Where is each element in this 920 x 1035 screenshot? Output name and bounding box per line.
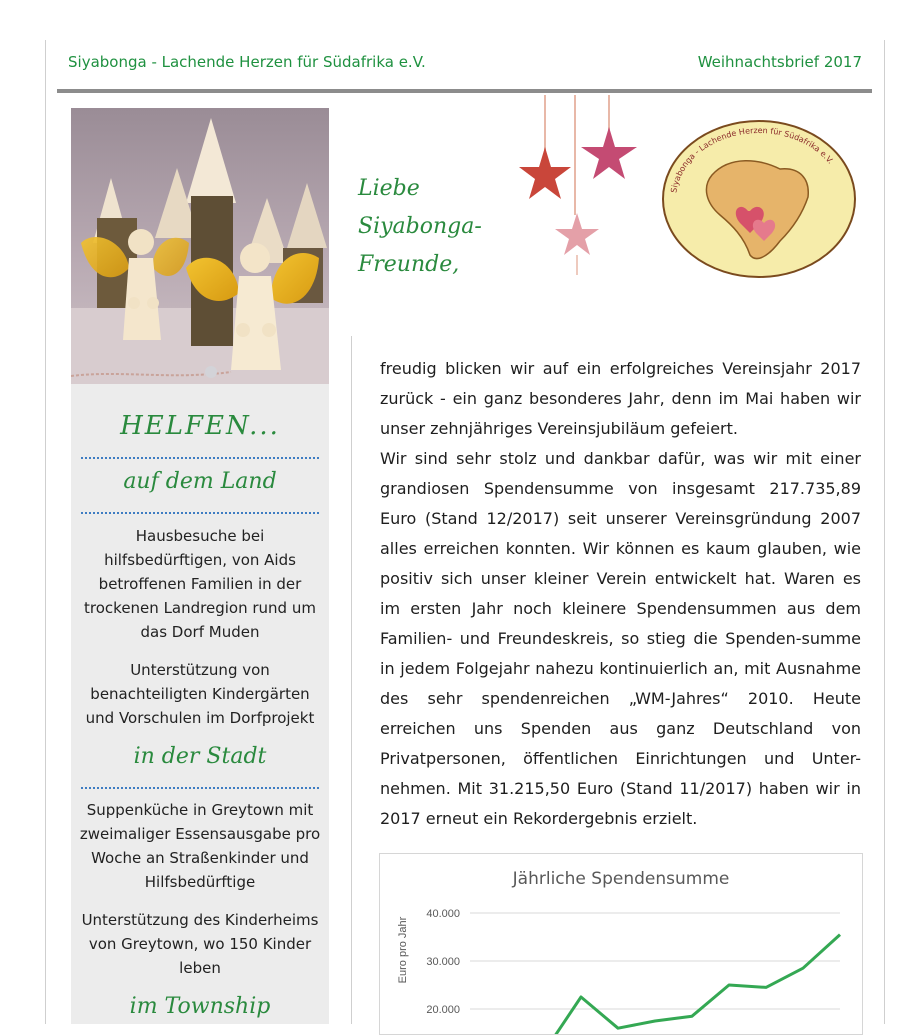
greeting — [358, 170, 482, 284]
sidebar-divider — [81, 512, 319, 514]
header-newsletter-title: Weihnachtsbrief 2017 — [698, 53, 862, 71]
chart-title: Jährliche Spendensumme — [380, 869, 862, 889]
chart-ylabel: Euro pro Jahr — [397, 916, 409, 983]
letter-body — [380, 354, 861, 834]
sidebar-heading-city: in der Stadt — [71, 744, 329, 769]
column-divider — [351, 336, 352, 1024]
logo-ring-text: Siyabonga - Lachende Herzen für Südafrika e.V. — [669, 126, 835, 193]
sidebar-item: Unterstützung von benachteiligten Kindergärten und Vorschulen im Dorfprojekt — [77, 658, 323, 730]
header-divider — [57, 89, 872, 93]
sidebar-divider — [81, 787, 319, 789]
siyabonga-logo — [660, 117, 858, 282]
help-sidebar — [71, 384, 329, 1024]
sidebar-item: Hausbesuche bei hilfsbedürftigen, von Aids betroffenen Familien in der trockenen Landregion rund um das Dorf Muden — [77, 524, 323, 644]
sidebar-divider — [81, 457, 319, 459]
chart-ytick-label: 20.000 — [426, 1004, 460, 1016]
page-border-left — [45, 40, 46, 1024]
greeting-line: Liebe — [358, 170, 482, 208]
chart-ytick-label: 30.000 — [426, 956, 460, 968]
page-border-right — [884, 40, 885, 1024]
sidebar-title: HELFEN... — [71, 411, 329, 441]
star-ornaments-icon — [505, 95, 655, 280]
donation-chart — [379, 853, 863, 1035]
chart-ytick-label: 40.000 — [426, 908, 460, 920]
header-organization: Siyabonga - Lachende Herzen für Südafrika e.V. — [68, 53, 426, 71]
greeting-line: Siyabonga- — [358, 208, 482, 246]
angel-figurines-photo — [71, 108, 329, 384]
chart-series-line — [470, 935, 840, 1034]
body-paragraph: Wir sind sehr stolz und dankbar dafür, was wir mit einer grandiosen Spendensumme von insgesamt 217.735,89 Euro (Stand 12/2017) seit unserer Vereinsgründung 2007 alles erreichen konnten. Wir können es kaum glauben, wie positiv sich unser kleiner Verein entwickelt hat. Waren es im ersten Jahr noch kleinere Spendensummen aus dem Familien- und Freundeskreis, so stieg die Spenden-summe in jedem Folgejahr nahezu kontinuierlich an, mit Ausnahme des sehr spendenreichen „WM-Jahres“ 2010. Heute erreichen uns Spenden aus ganz Deutschland von Privatpersonen, öffentlichen Einrichtungen und Unter-nehmen. Mit 31.215,50 Euro (Stand 11/2017) haben wir in 2017 erneut ein Rekordergebnis erzielt. — [380, 444, 861, 834]
sidebar-item: Unterstützung des Kinderheims von Greytown, wo 150 Kinder leben — [77, 908, 323, 980]
sidebar-heading-township: im Township — [71, 994, 329, 1019]
sidebar-heading-countryside: auf dem Land — [71, 469, 329, 494]
chart-plot — [380, 854, 862, 1034]
body-paragraph: freudig blicken wir auf ein erfolgreiches Vereinsjahr 2017 zurück - ein ganz besonderes Jahr, denn im Mai haben wir unser zehnjähriges Vereinsjubiläum gefeiert. — [380, 354, 861, 444]
greeting-line: Freunde, — [358, 246, 482, 284]
sidebar-item: Suppenküche in Greytown mit zweimaliger Essensausgabe pro Woche an Straßenkinder und Hilfsbedürftige — [77, 798, 323, 894]
